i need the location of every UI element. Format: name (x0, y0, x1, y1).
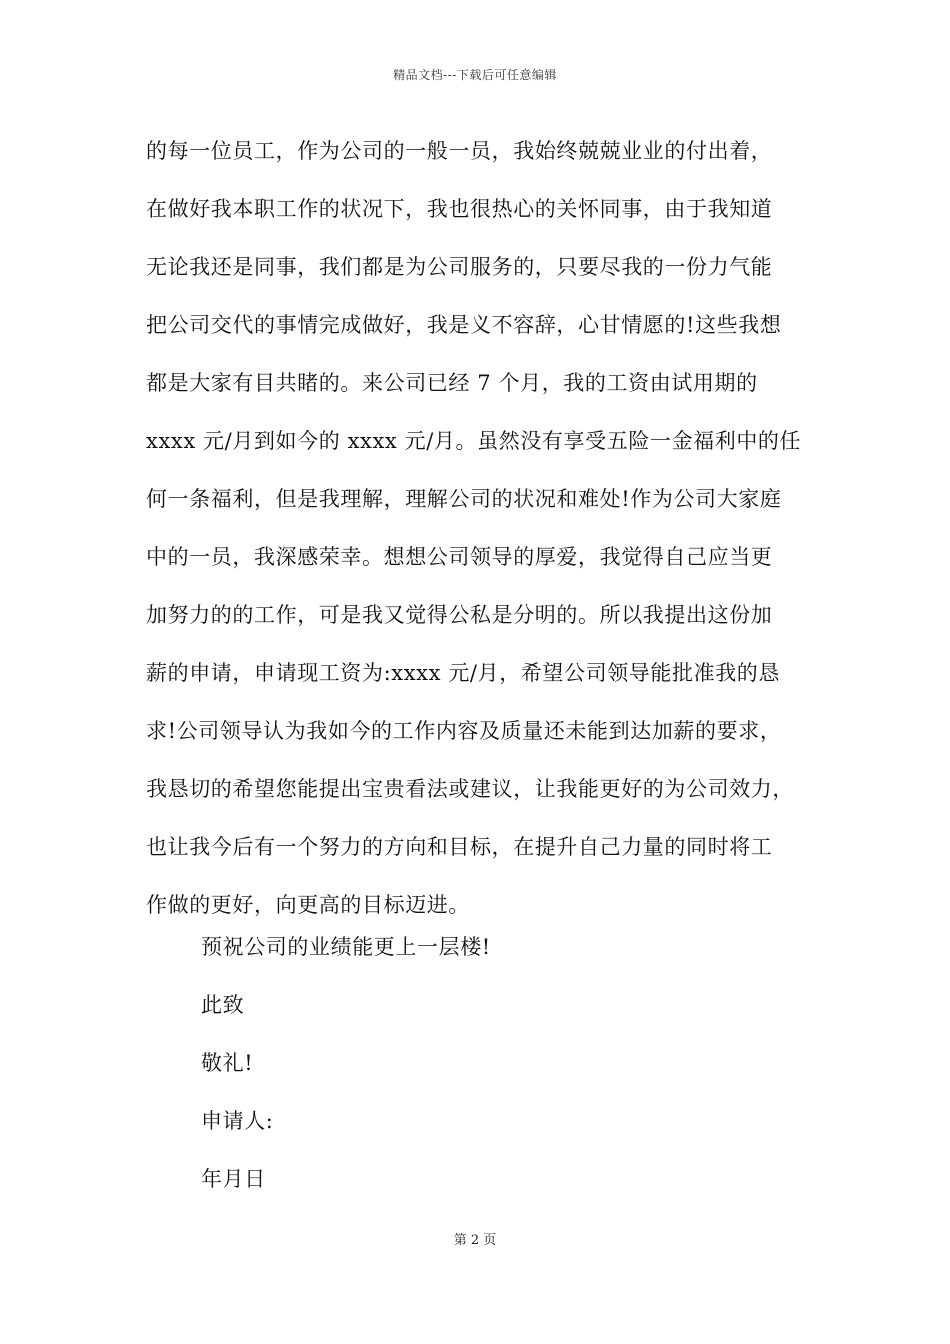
salutation-jingli: 敬礼! (201, 1051, 254, 1075)
body-line: 加努力的的工作，可是我又觉得公私是分明的。所以我提出这份加 (146, 603, 773, 627)
body-line: 在做好我本职工作的状况下，我也很热心的关怀同事，由于我知道 (146, 197, 773, 221)
letter-body (146, 133, 836, 945)
body-line: 我恳切的希望您能提出宝贵看法或建议，让我能更好的为公司效力， (146, 777, 794, 801)
salutation-cizhi: 此致 (201, 993, 245, 1017)
date-label: 年月日 (201, 1167, 266, 1191)
applicant-label: 申请人: (201, 1109, 274, 1133)
body-line: 求!公司领导认为我如今的工作内容及质量还未能到达加薪的要求， (146, 719, 782, 743)
body-line: xxxx 元/月到如今的 xxxx 元/月。虽然没有享受五险一金福利中的任 (146, 429, 802, 453)
body-line: 也让我今后有一个努力的方向和目标，在提升自己力量的同时将工 (146, 835, 773, 859)
closing-wish: 预祝公司的业绩能更上一层楼! (201, 935, 491, 959)
letter-closing (201, 929, 491, 1219)
body-line: 何一条福利，但是我理解，理解公司的状况和难处!作为公司大家庭 (146, 487, 782, 511)
body-line: 都是大家有目共睹的。来公司已经 7 个月，我的工资由试用期的 (146, 371, 758, 395)
body-line: 无论我还是同事，我们都是为公司服务的，只要尽我的一份力气能 (146, 255, 773, 279)
body-line: 薪的申请，申请现工资为:xxxx 元/月，希望公司领导能批准我的恳 (146, 661, 780, 685)
document-header: 精品文档---下载后可任意编辑 (393, 68, 557, 82)
body-line: 把公司交代的事情完成做好，我是义不容辞，心甘情愿的!这些我想 (146, 313, 782, 337)
page-number: 第 2 页 (453, 1233, 497, 1248)
body-line: 作做的更好，向更高的目标迈进。 (146, 893, 470, 917)
body-line: 的每一位员工，作为公司的一般一员，我始终兢兢业业的付出着， (146, 139, 773, 163)
body-line: 中的一员，我深感荣幸。想想公司领导的厚爱，我觉得自己应当更 (146, 545, 773, 569)
